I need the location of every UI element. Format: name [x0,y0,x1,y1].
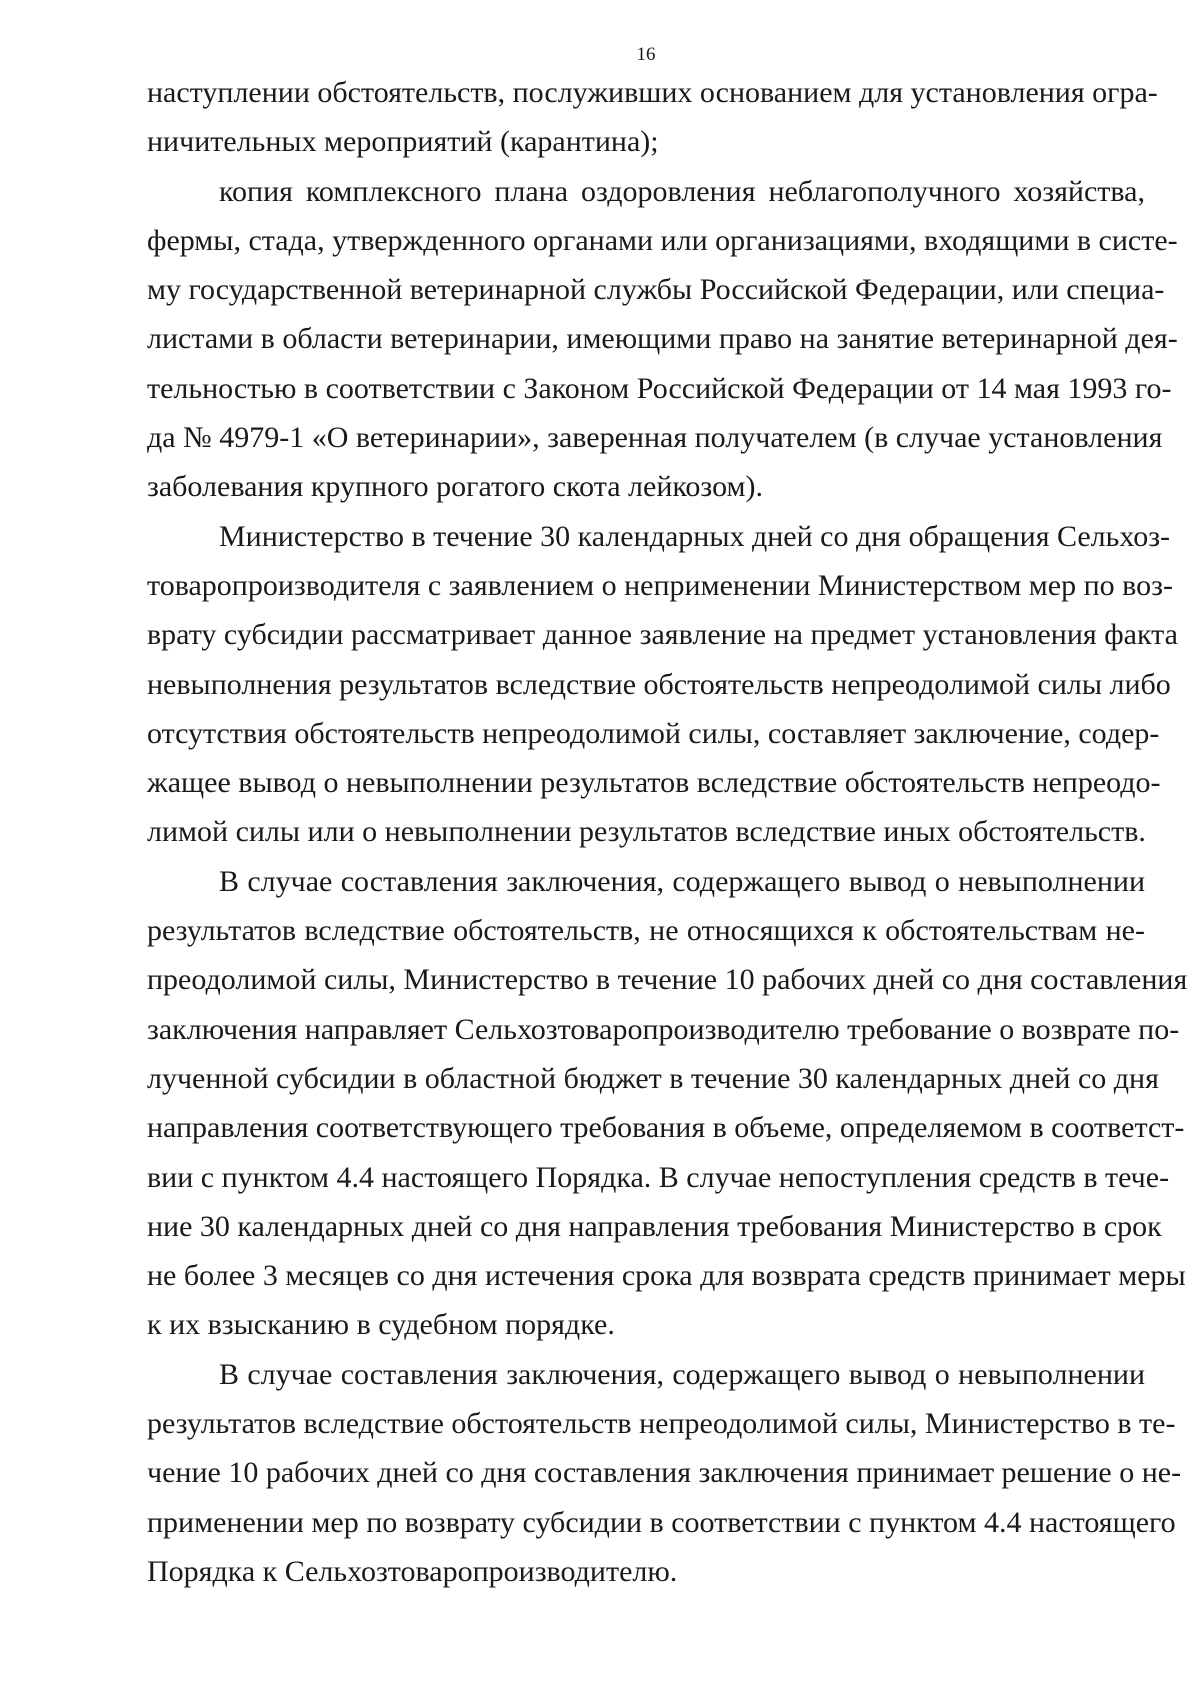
text-line: да № 4979-1 «О ветеринарии», заверенная получателем (в случае установления [147,421,1163,455]
text-line: к их взысканию в судебном порядке. [147,1308,615,1342]
text-line: не более 3 месяцев со дня истечения срока для возврата средств принимает меры [147,1259,1186,1293]
text-line: ничительных мероприятий (карантина); [147,125,659,159]
text-line: Порядка к Сельхозтоваропроизводителю. [147,1554,678,1588]
text-line: врату субсидии рассматривает данное заявление на предмет установления факта [147,618,1178,652]
text-line: заключения направляет Сельхозтоваропроизводителю требование о возврате по- [147,1012,1180,1046]
text-line: применении мер по возврату субсидии в соответствии с пунктом 4.4 настоящего [147,1505,1176,1539]
text-line: листами в области ветеринарии, имеющими право на занятие ветеринарной дея- [147,322,1178,356]
text-line: отсутствия обстоятельств непреодолимой силы, составляет заключение, содер- [147,716,1160,750]
text-line: наступлении обстоятельств, послуживших основанием для установления огра- [147,76,1158,109]
text-line: лимой силы или о невыполнении результатов вследствие иных обстоятельств. [147,815,1146,849]
text-line: результатов вследствие обстоятельств непреодолимой силы, Министерство в те- [147,1407,1176,1441]
text-line: чение 10 рабочих дней со дня составления заключения принимает решение о не- [147,1456,1182,1490]
text-line: результатов вследствие обстоятельств, не относящихся к обстоятельствам не- [147,914,1145,948]
text-line: В случае составления заключения, содержащего вывод о невыполнении [219,1357,1145,1391]
text-line: ние 30 календарных дней со дня направления требования Министерство в срок [147,1209,1162,1243]
text-line: тельностью в соответствии с Законом Российской Федерации от 14 мая 1993 го- [147,371,1172,405]
text-line: товаропроизводителя с заявлением о неприменении Министерством мер по воз- [147,568,1173,602]
document-body [147,68,1188,1596]
text-line: направления соответствующего требования в объеме, определяемом в соответст- [147,1111,1185,1145]
text-line: му государственной ветеринарной службы Российской Федерации, или специа- [147,273,1165,307]
text-line: фермы, стада, утвержденного органами или организациями, входящими в систе- [147,223,1178,257]
text-line: заболевания крупного рогатого скота лейкозом). [147,470,764,504]
text-line: невыполнения результатов вследствие обстоятельств непреодолимой силы либо [147,667,1171,701]
text-line: В случае составления заключения, содержащего вывод о невыполнении [219,864,1145,898]
text-line: преодолимой силы, Министерство в течение 10 рабочих дней со дня составления [147,963,1188,997]
page-number: 16 [636,44,656,65]
text-line: Министерство в течение 30 календарных дней со дня обращения Сельхоз- [219,519,1171,553]
text-line: вии с пунктом 4.4 настоящего Порядка. В случае непоступления средств в тече- [147,1160,1170,1194]
text-line: лученной субсидии в областной бюджет в течение 30 календарных дней со дня [147,1061,1159,1095]
text-line: копия комплексного плана оздоровления неблагополучного хозяйства, [219,174,1145,208]
text-line: жащее вывод о невыполнении результатов вследствие обстоятельств непреодо- [147,766,1161,800]
